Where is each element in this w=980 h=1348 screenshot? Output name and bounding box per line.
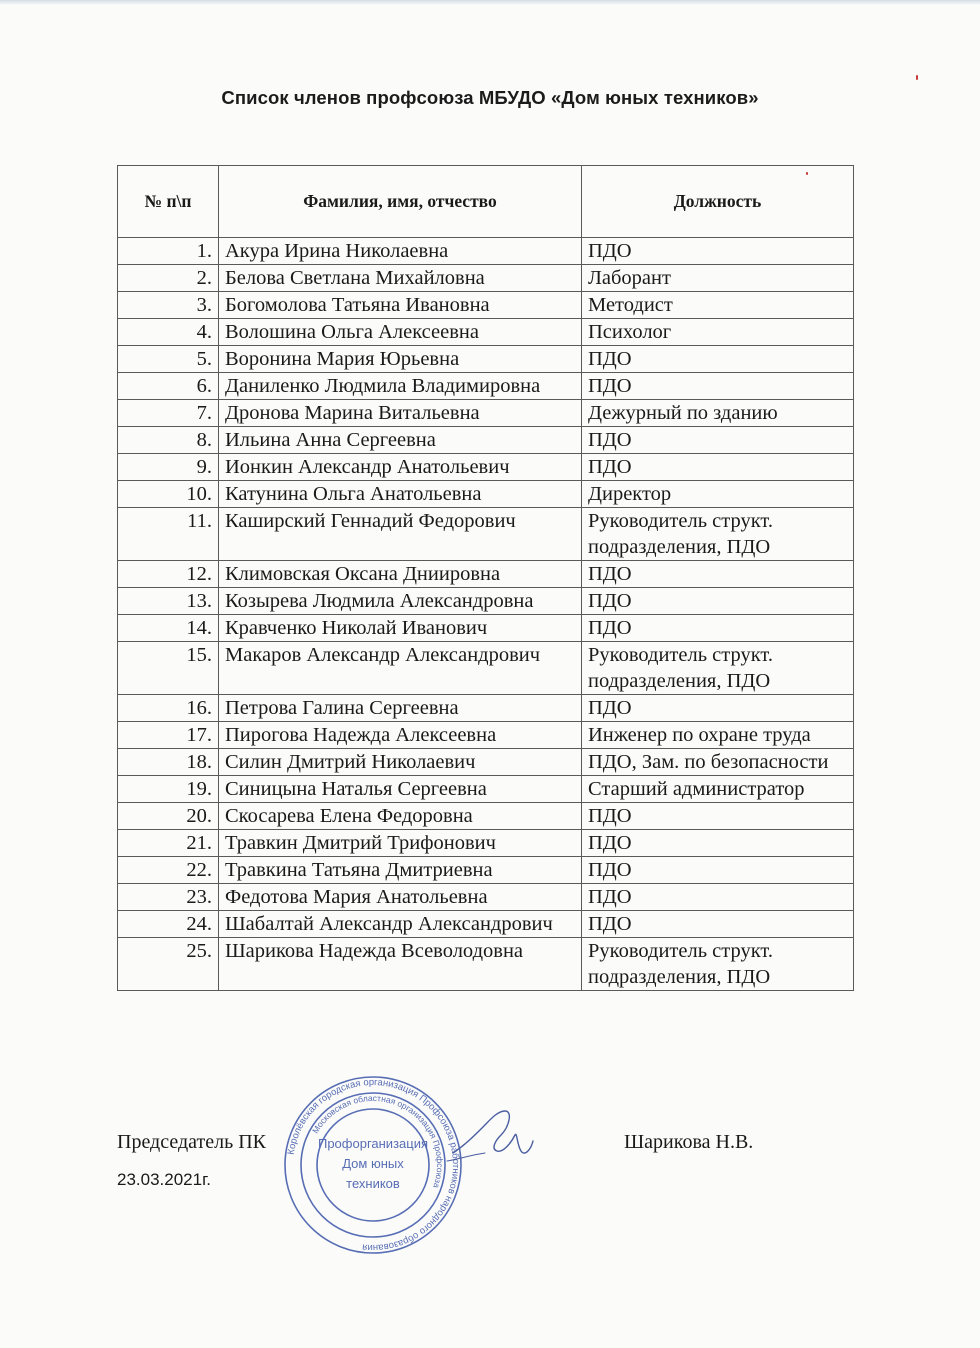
member-name: Синицына Наталья Сергеевна	[219, 776, 582, 803]
table-row	[118, 695, 854, 722]
member-position: Лаборант	[582, 265, 854, 292]
table-body	[118, 238, 854, 991]
row-number: 10.	[118, 481, 219, 508]
column-header-number: № п\п	[118, 166, 219, 238]
member-position: Руководитель структ. подразделения, ПДО	[582, 642, 854, 695]
member-name: Волошина Ольга Алексеевна	[219, 319, 582, 346]
table-row	[118, 400, 854, 427]
table-row	[118, 427, 854, 454]
member-name: Богомолова Татьяна Ивановна	[219, 292, 582, 319]
member-name: Кравченко Николай Иванович	[219, 615, 582, 642]
member-position: Директор	[582, 481, 854, 508]
row-number: 16.	[118, 695, 219, 722]
handwritten-signature	[445, 1105, 535, 1170]
row-number: 18.	[118, 749, 219, 776]
signatory-title: Председатель ПК	[117, 1131, 267, 1153]
organization-stamp	[283, 1075, 463, 1255]
member-position: ПДО	[582, 454, 854, 481]
column-header-position: Должность	[582, 166, 854, 238]
stamp-outer-text: Королёвская городская организация Профсоюза работников народного образования	[285, 1076, 462, 1254]
table-row	[118, 911, 854, 938]
row-number: 11.	[118, 508, 219, 561]
member-name: Травкина Татьяна Дмитриевна	[219, 857, 582, 884]
row-number: 15.	[118, 642, 219, 695]
row-number: 12.	[118, 561, 219, 588]
member-position: ПДО	[582, 373, 854, 400]
table-row	[118, 642, 854, 695]
member-name: Ильина Анна Сергеевна	[219, 427, 582, 454]
member-position: ПДО	[582, 427, 854, 454]
signatory-name: Шарикова Н.В.	[624, 1131, 754, 1153]
member-name: Акура Ирина Николаевна	[219, 238, 582, 265]
row-number: 17.	[118, 722, 219, 749]
member-name: Козырева Людмила Александровна	[219, 588, 582, 615]
member-position: ПДО	[582, 588, 854, 615]
member-position: ПДО, Зам. по безопасности	[582, 749, 854, 776]
row-number: 24.	[118, 911, 219, 938]
stamp-center-line: техников	[346, 1176, 400, 1191]
row-number: 23.	[118, 884, 219, 911]
row-number: 3.	[118, 292, 219, 319]
member-position: Психолог	[582, 319, 854, 346]
member-position: Инженер по охране труда	[582, 722, 854, 749]
document-title: Список членов профсоюза МБУДО «Дом юных техников»	[221, 87, 759, 108]
row-number: 6.	[118, 373, 219, 400]
row-number: 5.	[118, 346, 219, 373]
scan-speck	[916, 75, 918, 80]
member-position: ПДО	[582, 911, 854, 938]
table-row	[118, 454, 854, 481]
member-position: Руководитель структ. подразделения, ПДО	[582, 938, 854, 991]
member-name: Дронова Марина Витальевна	[219, 400, 582, 427]
member-position: ПДО	[582, 884, 854, 911]
member-position: ПДО	[582, 238, 854, 265]
member-name: Макаров Александр Александрович	[219, 642, 582, 695]
member-name: Воронина Мария Юрьевна	[219, 346, 582, 373]
table-row	[118, 588, 854, 615]
member-name: Катунина Ольга Анатольевна	[219, 481, 582, 508]
table-row	[118, 749, 854, 776]
member-position: ПДО	[582, 346, 854, 373]
row-number: 22.	[118, 857, 219, 884]
member-name: Климовская Оксана Дниировна	[219, 561, 582, 588]
row-number: 8.	[118, 427, 219, 454]
row-number: 4.	[118, 319, 219, 346]
member-position: ПДО	[582, 561, 854, 588]
member-position: ПДО	[582, 803, 854, 830]
member-name: Шарикова Надежда Всеволодовна	[219, 938, 582, 991]
table-row	[118, 938, 854, 991]
member-name: Петрова Галина Сергеевна	[219, 695, 582, 722]
stamp-center-line: Профорганизация	[317, 1136, 429, 1151]
table-row	[118, 884, 854, 911]
table-row	[118, 803, 854, 830]
member-position: ПДО	[582, 615, 854, 642]
table-row	[118, 508, 854, 561]
member-position: Руководитель структ. подразделения, ПДО	[582, 508, 854, 561]
member-name: Травкин Дмитрий Трифонович	[219, 830, 582, 857]
member-position: Дежурный по зданию	[582, 400, 854, 427]
table-row	[118, 238, 854, 265]
row-number: 2.	[118, 265, 219, 292]
member-name: Белова Светлана Михайловна	[219, 265, 582, 292]
table-row	[118, 319, 854, 346]
member-name: Федотова Мария Анатольевна	[219, 884, 582, 911]
table-row	[118, 722, 854, 749]
table-row	[118, 346, 854, 373]
member-name: Пирогова Надежда Алексеевна	[219, 722, 582, 749]
table-row	[118, 265, 854, 292]
member-position: ПДО	[582, 695, 854, 722]
member-name: Даниленко Людмила Владимировна	[219, 373, 582, 400]
row-number: 14.	[118, 615, 219, 642]
row-number: 7.	[118, 400, 219, 427]
column-header-name: Фамилия, имя, отчество	[219, 166, 582, 238]
row-number: 1.	[118, 238, 219, 265]
scan-edge	[0, 0, 980, 5]
member-name: Скосарева Елена Федоровна	[219, 803, 582, 830]
member-position: Методист	[582, 292, 854, 319]
member-position: ПДО	[582, 857, 854, 884]
table-row	[118, 830, 854, 857]
member-name: Ионкин Александр Анатольевич	[219, 454, 582, 481]
table-row	[118, 481, 854, 508]
member-position: Старший администратор	[582, 776, 854, 803]
stamp-center-line: Дом юных	[342, 1156, 404, 1171]
members-table	[117, 165, 854, 991]
stamp-inner-text: Московская областная организация Профсоюза	[310, 1092, 446, 1190]
row-number: 13.	[118, 588, 219, 615]
member-name: Шабалтай Александр Александрович	[219, 911, 582, 938]
table-row	[118, 292, 854, 319]
member-name: Силин Дмитрий Николаевич	[219, 749, 582, 776]
table-row	[118, 615, 854, 642]
row-number: 20.	[118, 803, 219, 830]
table-header-row	[118, 166, 854, 238]
member-position: ПДО	[582, 830, 854, 857]
row-number: 9.	[118, 454, 219, 481]
member-name: Каширский Геннадий Федорович	[219, 508, 582, 561]
row-number: 21.	[118, 830, 219, 857]
table-row	[118, 857, 854, 884]
table-row	[118, 776, 854, 803]
table-row	[118, 561, 854, 588]
document-date: 23.03.2021г.	[117, 1170, 211, 1189]
row-number: 25.	[118, 938, 219, 991]
table-row	[118, 373, 854, 400]
row-number: 19.	[118, 776, 219, 803]
